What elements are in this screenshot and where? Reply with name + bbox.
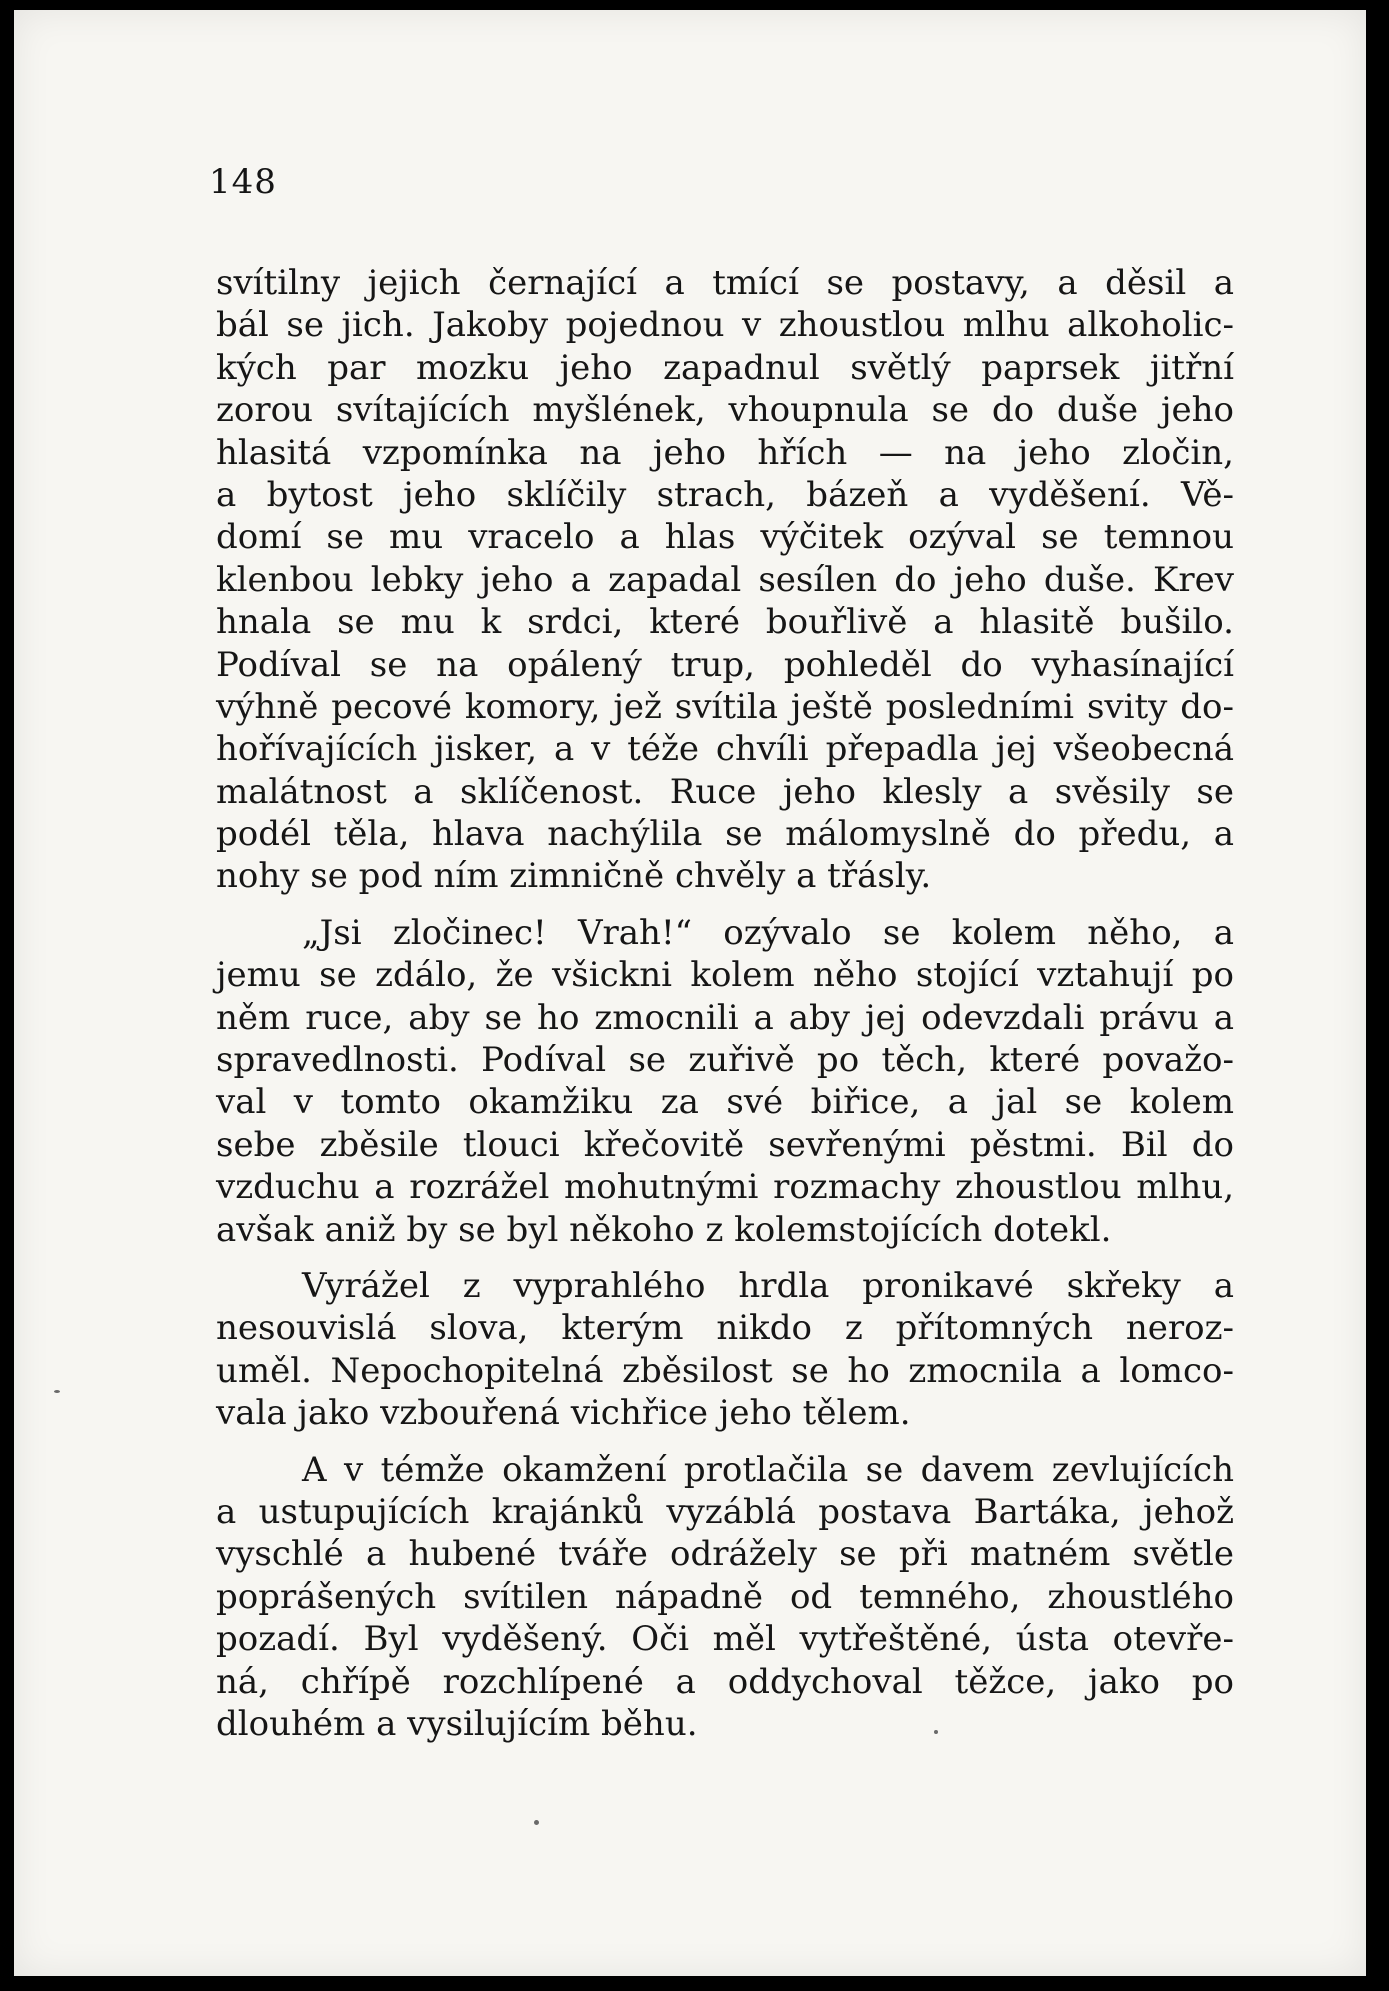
text-line: A v témže okamžení protlačila se davem zevlujících (302, 1449, 1234, 1490)
text-line: něm ruce, aby se ho zmocnili a aby jej odevzdali právu a (216, 997, 1234, 1038)
text-line: uměl. Nepochopitelná zběsilost se ho zmocnila a lomco- (216, 1350, 1234, 1391)
text-line: vzduchu a rozrážel mohutnými rozmachy zhoustlou mlhu, (216, 1167, 1234, 1208)
book-page (14, 10, 1366, 1976)
text-line: Podíval se na opálený trup, pohleděl do vyhasínající (216, 644, 1234, 685)
text-line: podél těla, hlava nachýlila se málomyslně do předu, a (216, 814, 1234, 855)
text-line: hnala se mu k srdci, které bouřlivě a hlasitě bušilo. (216, 602, 1234, 643)
text-line: sebe zběsile tlouci křečovitě sevřenými pěstmi. Bil do (216, 1124, 1234, 1165)
text-line: zorou svítajících myšlének, vhoupnula se do duše jeho (216, 390, 1234, 431)
text-line: jemu se zdálo, že všickni kolem něho stojící vztahují po (216, 955, 1234, 996)
text-line: hořívajících jisker, a v téže chvíli přepadla jej všeobecná (216, 729, 1234, 770)
text-line: a bytost jeho sklíčily strach, bázeň a vyděšení. Vě- (216, 474, 1234, 515)
text-line: „Jsi zločinec! Vrah!“ ozývalo se kolem něho, a (302, 912, 1234, 953)
body-text (216, 262, 1234, 1745)
text-line: Vyrážel z vyprahlého hrdla pronikavé skřeky a (302, 1265, 1234, 1306)
text-line: domí se mu vracelo a hlas výčitek ozýval se temnou (216, 517, 1234, 558)
text-line: val v tomto okamžiku za své biřice, a jal se kolem (216, 1082, 1234, 1123)
text-line: poprášených svítilen nápadně od temného, zhoustlého (216, 1576, 1234, 1617)
text-line: nohy se pod ním zimničně chvěly a třásly. (216, 856, 932, 897)
scan-speck (534, 1820, 539, 1825)
text-line: kých par mozku jeho zapadnul světlý paprsek jitřní (216, 347, 1234, 388)
scan-speck (54, 1390, 60, 1393)
text-line: vyschlé a hubené tváře odrážely se při matném světle (216, 1534, 1234, 1575)
page-number: 148 (209, 162, 277, 202)
text-line: výhně pecové komory, jež svítila ještě posledními svity do- (216, 686, 1234, 727)
text-line: svítilny jejich černající a tmící se postavy, a děsil a (216, 263, 1234, 303)
text-line: a ustupujících krajánků vyzáblá postava Bartáka, jehož (216, 1491, 1234, 1532)
text-line: spravedlnosti. Podíval se zuřivě po těch, které považo- (216, 1040, 1234, 1081)
text-line: malátnost a sklíčenost. Ruce jeho klesly a svěsily se (216, 771, 1234, 812)
scan-speck (934, 1730, 938, 1734)
text-line: klenbou lebky jeho a zapadal sesílen do jeho duše. Krev (216, 559, 1234, 600)
text-line: nesouvislá slova, kterým nikdo z přítomných neroz- (216, 1308, 1234, 1349)
text-line: hlasitá vzpomínka na jeho hřích — na jeho zločin, (216, 432, 1234, 473)
text-line: bál se jich. Jakoby pojednou v zhoustlou mlhu alkoholic- (216, 305, 1234, 346)
text-line: dlouhém a vysilujícím běhu. (216, 1703, 698, 1744)
text-line: ná, chřípě rozchlípené a oddychoval těžce, jako po (216, 1661, 1234, 1702)
text-line: pozadí. Byl vyděšený. Oči měl vytřeštěné, ústa otevře- (216, 1619, 1234, 1660)
text-line: avšak aniž by se byl někoho z kolemstojících dotekl. (216, 1209, 1112, 1250)
text-line: vala jako vzbouřená vichřice jeho tělem. (216, 1393, 911, 1434)
